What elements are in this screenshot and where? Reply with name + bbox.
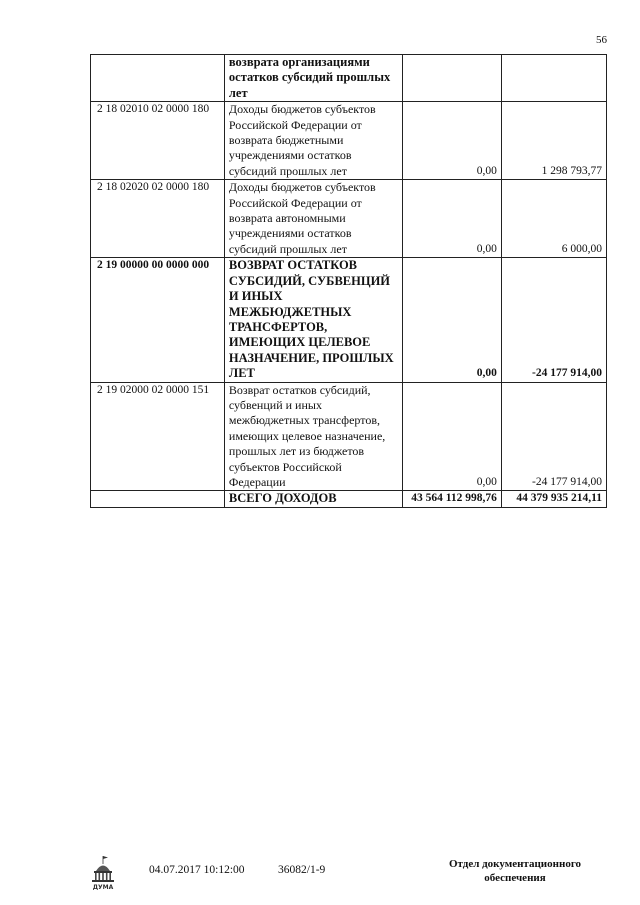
row-value-b: -24 177 914,00	[501, 382, 606, 491]
row-value-b: 6 000,00	[501, 180, 606, 258]
row-name: возврата организациями остатков субсидий прошлых лет	[224, 55, 402, 102]
footer-department-line2: обеспечения	[484, 871, 546, 884]
row-value-a	[403, 55, 502, 102]
row-name: ВОЗВРАТ ОСТАТКОВ СУБСИДИЙ, СУБВЕНЦИЙ И ИНЫХ МЕЖБЮДЖЕТНЫХ ТРАНСФЕРТОВ, ИМЕЮЩИХ ЦЕЛЕВОЕ НАЗНАЧЕНИЕ, ПРОШЛЫХ ЛЕТ	[224, 258, 402, 382]
footer-datetime: 04.07.2017 10:12:00	[149, 864, 245, 876]
row-code: 2 18 02020 02 0000 180	[91, 180, 225, 258]
footer-reference-number: 36082/1-9	[278, 864, 326, 876]
row-code: 2 19 00000 00 0000 000	[91, 258, 225, 382]
row-value-b: 1 298 793,77	[501, 102, 606, 180]
duma-emblem-icon	[88, 855, 118, 891]
row-value-a: 0,00	[403, 102, 502, 180]
row-value-a: 0,00	[403, 180, 502, 258]
table-row	[91, 180, 607, 258]
footer-department-line1: Отдел документационного	[448, 858, 582, 870]
row-value-b	[501, 55, 606, 102]
total-value-a: 43 564 112 998,76	[403, 491, 502, 507]
duma-logo-text: ДУМА	[92, 884, 114, 891]
row-code: 2 19 02000 02 0000 151	[91, 382, 225, 491]
row-name: Доходы бюджетов субъектов Российской Федерации от возврата бюджетными учреждениями остатков субсидий прошлых лет	[224, 102, 402, 180]
total-code	[91, 491, 225, 507]
budget-revenue-table	[90, 54, 607, 508]
row-code: 2 18 02010 02 0000 180	[91, 102, 225, 180]
row-value-b: -24 177 914,00	[501, 258, 606, 382]
row-name: Возврат остатков субсидий, субвенций и иных межбюджетных трансфертов, имеющих целевое назначение, прошлых лет из бюджетов субъектов Российской Федерации	[224, 382, 402, 491]
row-name: Доходы бюджетов субъектов Российской Федерации от возврата автономными учреждениями остатков субсидий прошлых лет	[224, 180, 402, 258]
table-row	[91, 102, 607, 180]
table-row	[91, 55, 607, 102]
table-row	[91, 258, 607, 382]
row-code	[91, 55, 225, 102]
total-value-b: 44 379 935 214,11	[501, 491, 606, 507]
footer-department	[430, 858, 600, 885]
total-row	[91, 491, 607, 507]
row-value-a: 0,00	[403, 258, 502, 382]
table-row	[91, 382, 607, 491]
page-number: 56	[596, 34, 607, 46]
total-label: ВСЕГО ДОХОДОВ	[224, 491, 402, 507]
row-value-a: 0,00	[403, 382, 502, 491]
